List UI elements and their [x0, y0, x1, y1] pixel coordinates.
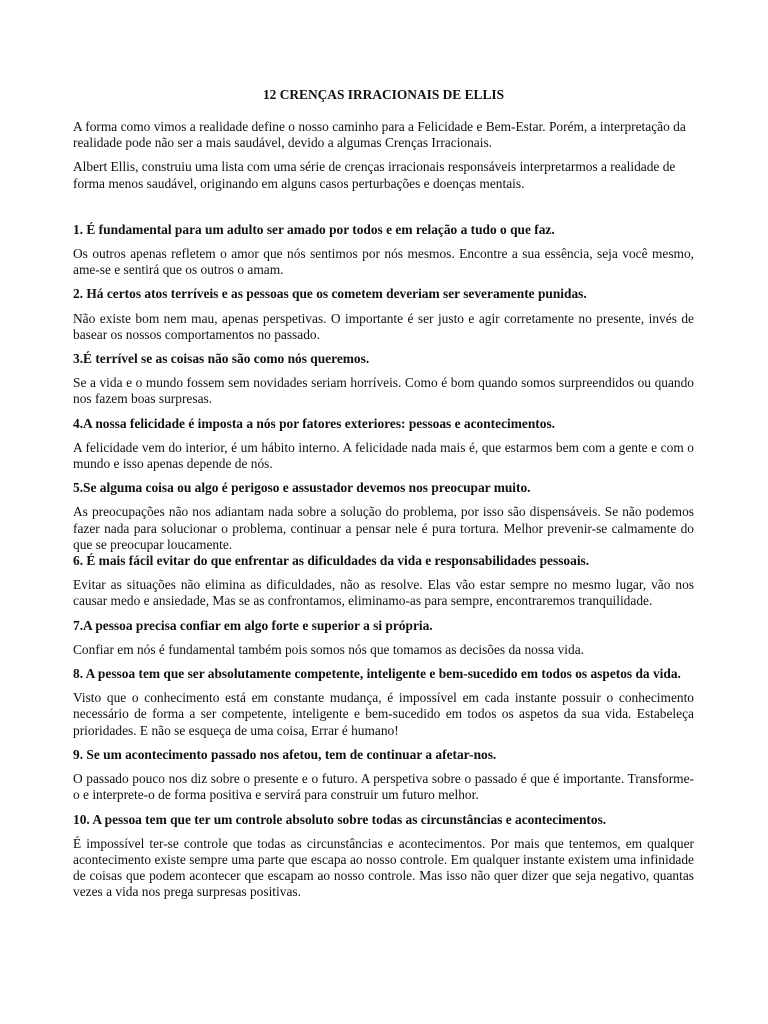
belief-text-4: A felicidade vem do interior, é um hábito interno. A felicidade nada mais é, que estarmos bem com a gente e com o mundo e isso apenas depende de nós.: [73, 439, 694, 472]
belief-text-10: É impossível ter-se controle que todas as circunstâncias e acontecimentos. Por mais que tentemos, em qualquer acontecimento existe sempre uma parte que escapa ao nosso controle. Em qualquer instante existem uma infinidade de coisas que podem acontecer que escapam ao nosso controle. Mas isso não quer dizer que seja negativo, quantas vezes a vida nos prega surpresas positivas.: [73, 835, 694, 900]
belief-heading-2: 2. Há certos atos terríveis e as pessoas que os cometem deveriam ser severamente punidas.: [73, 286, 587, 302]
belief-text-7: Confiar em nós é fundamental também pois somos nós que tomamos as decisões da nossa vida.: [73, 641, 584, 657]
belief-heading-3: 3.É terrível se as coisas não são como nós queremos.: [73, 351, 370, 367]
belief-heading-4: 4.A nossa felicidade é imposta a nós por fatores exteriores: pessoas e acontecimentos.: [73, 415, 556, 431]
belief-text-3: Se a vida e o mundo fossem sem novidades seriam horríveis. Como é bom quando somos surpreendidos ou quando nos fazem boas surpresas.: [73, 375, 694, 407]
belief-heading-1: 1. É fundamental para um adulto ser amado por todos e em relação a tudo o que faz.: [73, 221, 555, 237]
belief-text-5: As preocupações não nos adiantam nada sobre a solução do problema, por isso são dispensáveis. Se não podemos fazer nada para solucionar o problema, continuar a pensar nele é pura tortura. Melhor prevenir-se calmamente do que se preocupar loucamente.: [73, 504, 694, 552]
document-title: 12 CRENÇAS IRRACIONAIS DE ELLIS: [262, 87, 505, 102]
section-spacer: [73, 200, 694, 222]
document-content: [73, 87, 694, 909]
belief-text-8: Visto que o conhecimento está em constante mudança, é impossível em cada instante possuir o conhecimento necessário de forma a ser competente, inteligente e bem-sucedido em todos os aspetos da sua vida. Estabeleça prioridades. E não se esqueça de uma coisa, Errar é humano!: [73, 690, 694, 738]
intro-paragraph-2: Albert Ellis, construiu uma lista com uma série de crenças irracionais responsáveis interpretarmos a realidade de forma menos saudável, originando em alguns casos perturbações e doenças mentais.: [73, 159, 676, 191]
belief-text-9: O passado pouco nos diz sobre o presente e o futuro. A perspetiva sobre o passado é que é importante. Transforme-o e interprete-o de forma positiva e servirá para construir um futuro melhor.: [73, 771, 694, 803]
belief-text-2: Não existe bom nem mau, apenas perspetivas. O importante é ser justo e agir corretamente no presente, invés de basear os nossos comportamentos no passado.: [73, 310, 694, 342]
belief-heading-8: 8. A pessoa tem que ser absolutamente competente, inteligente e bem-sucedido em todos os aspetos da vida.: [73, 666, 681, 682]
intro-paragraph-1: A forma como vimos a realidade define o nosso caminho para a Felicidade e Bem-Estar. Porém, a interpretação da realidade pode não ser a mais saudável, devido a algumas Crenças Irracionais.: [73, 119, 686, 151]
belief-text-6: Evitar as situações não elimina as dificuldades, não as resolve. Elas vão estar sempre no mesmo lugar, vão nos causar medo e ansiedade, Mas se as confrontamos, eliminamo-as para sempre, encontraremos tranquilidade.: [73, 577, 694, 609]
belief-heading-6: 6. É mais fácil evitar do que enfrentar as dificuldades da vida e responsabilidades pessoais.: [73, 553, 590, 569]
belief-heading-9: 9. Se um acontecimento passado nos afetou, tem de continuar a afetar-nos.: [73, 746, 497, 762]
belief-heading-10: 10. A pessoa tem que ter um controle absoluto sobre todas as circunstâncias e acontecimentos.: [73, 811, 607, 827]
belief-heading-7: 7.A pessoa precisa confiar em algo forte e superior a si própria.: [73, 617, 433, 633]
belief-text-1: Os outros apenas refletem o amor que nós sentimos por nós mesmos. Encontre a sua essência, seja você mesmo, ame-se e sentirá que os outros o amam.: [73, 246, 694, 278]
belief-heading-5: 5.Se alguma coisa ou algo é perigoso e assustador devemos nos preocupar muito.: [73, 480, 531, 496]
